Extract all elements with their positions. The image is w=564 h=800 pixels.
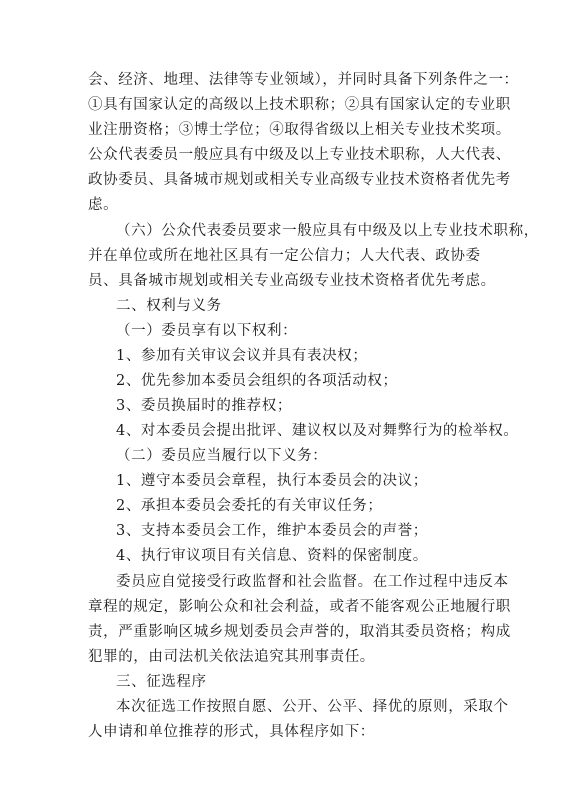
text-line: 犯罪的，由司法机关依法追究其刑事责任。	[88, 649, 375, 665]
list-item: 1、遵守本委员会章程，执行本委员会的决议；	[116, 473, 428, 489]
list-item: 3、委员换届时的推荐权；	[116, 398, 292, 414]
text-line: 公众代表委员一般应具有中级及以上专业技术职称，人大代表、	[88, 147, 511, 163]
text-line: 委员应自觉接受行政监督和社会监督。在工作过程中违反本	[116, 574, 509, 590]
text-line: 本次征选工作按照自愿、公开、公平、择优的原则，采取个	[116, 699, 509, 715]
section-heading: 三、征选程序	[116, 674, 207, 690]
text-line: （六）公众代表委员要求一般应具有中级及以上专业技术职称，	[116, 223, 539, 239]
text-line: 虑。	[88, 197, 119, 213]
list-item: 2、优先参加本委员会组织的各项活动权；	[116, 373, 398, 389]
text-line: 并在单位或所在地社区具有一定公信力；人大代表、政协委	[88, 248, 481, 264]
list-item: 2、承担本委员会委托的有关审议任务；	[116, 498, 383, 514]
list-item: 4、执行审议项目有关信息、资料的保密制度。	[116, 548, 428, 564]
subsection-heading: （一）委员享有以下权利：	[116, 323, 298, 339]
text-line: 责，严重影响区城乡规划委员会声誉的，取消其委员资格；构成	[88, 624, 511, 640]
list-item: 3、支持本委员会工作，维护本委员会的声誉；	[116, 523, 428, 539]
text-line: 政协委员、具备城市规划或相关专业高级专业技术资格者优先考	[88, 172, 511, 188]
text-line: 业注册资格；③博士学位；④取得省级以上相关专业技术奖项。	[88, 122, 511, 138]
text-line: 章程的规定，影响公众和社会利益，或者不能客观公正地履行职	[88, 599, 511, 615]
list-item: 1、参加有关审议会议并具有表决权；	[116, 348, 368, 364]
subsection-heading: （二）委员应当履行以下义务：	[116, 448, 328, 464]
text-line: ①具有国家认定的高级以上技术职称；②具有国家认定的专业职	[88, 97, 511, 113]
text-line: 员、具备城市规划或相关专业高级专业技术资格者优先考虑。	[88, 273, 496, 289]
list-item: 4、对本委员会提出批评、建议权以及对舞弊行为的检举权。	[116, 423, 519, 439]
text-line: 会、经济、地理、法律等专业领域），并同时具备下列条件之一：	[88, 72, 519, 88]
text-line: 人申请和单位推荐的形式，具体程序如下：	[88, 724, 375, 740]
section-heading: 二、权利与义务	[116, 298, 222, 314]
